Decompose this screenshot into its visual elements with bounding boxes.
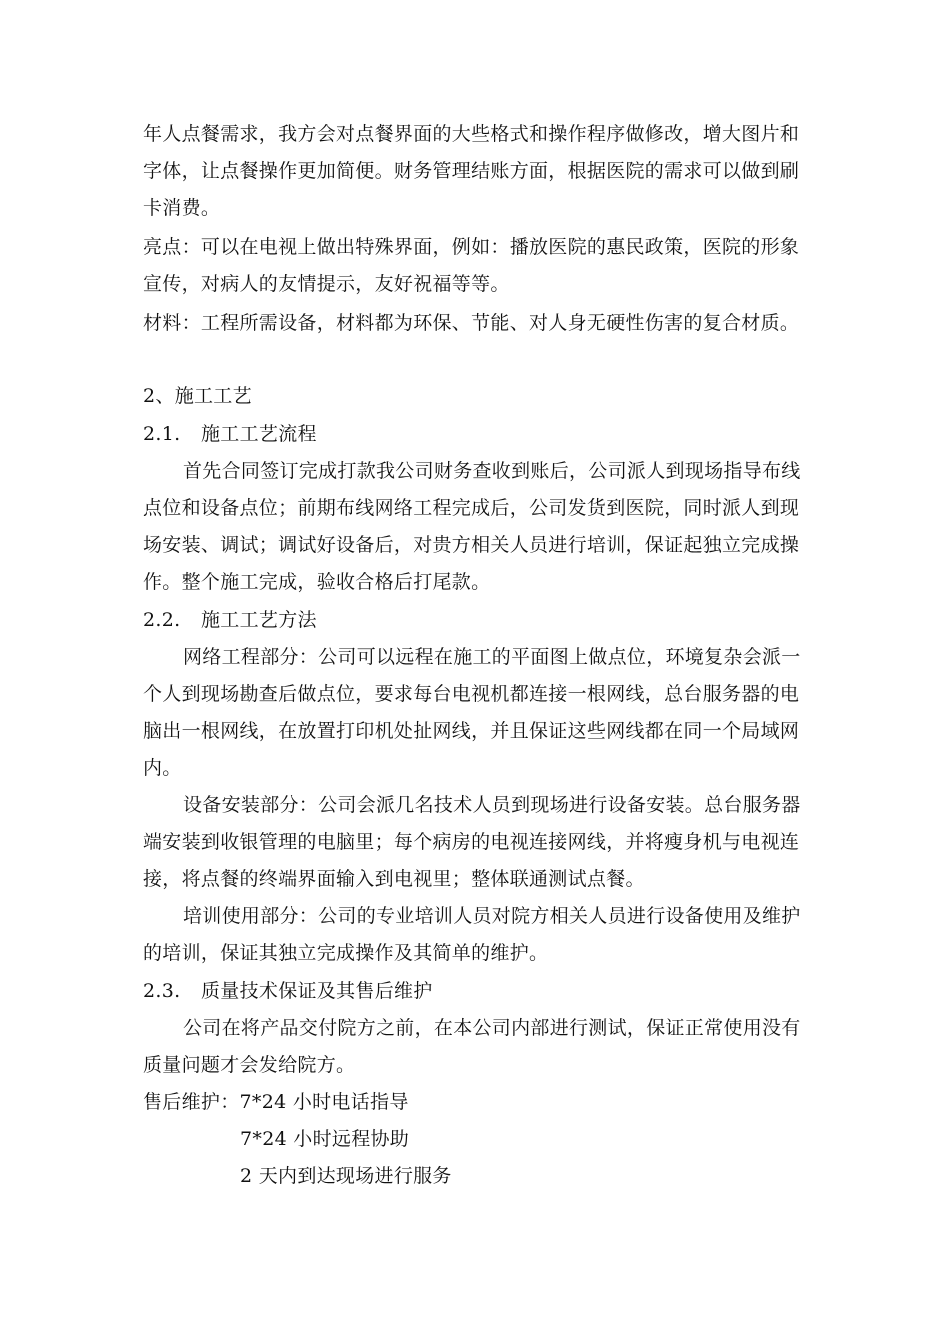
section-heading: 2、施工工艺 (143, 385, 252, 407)
intro-line: 字体，让点餐操作更加简便。财务管理结账方面，根据医院的需求可以做到刷 (143, 160, 800, 182)
paragraph-line: 的培训，保证其独立完成操作及其简单的维护。 (143, 942, 549, 964)
intro-line: 年人点餐需求，我方会对点餐界面的大些格式和操作程序做修改，增大图片和 (143, 123, 800, 145)
aftersales-item: 7*24 小时电话指导 (239, 1091, 409, 1113)
paragraph-line: 场安装、调试；调试好设备后，对贵方相关人员进行培训，保证起独立完成操 (143, 534, 800, 556)
paragraph-line: 内。 (143, 757, 182, 779)
intro-line: 卡消费。 (143, 197, 221, 219)
subsection-number: 2.1. (143, 423, 181, 445)
subsection-heading (143, 978, 433, 1004)
subsection-number: 2.2. (143, 609, 181, 631)
paragraph-line: 接，将点餐的终端界面输入到电视里；整体联通测试点餐。 (143, 868, 645, 890)
subsection-heading (143, 607, 317, 633)
aftersales-item: 2 天内到达现场进行服务 (240, 1165, 452, 1187)
paragraph-line: 培训使用部分：公司的专业培训人员对院方相关人员进行设备使用及维护 (183, 905, 801, 927)
aftersales-label: 售后维护： (143, 1091, 240, 1113)
paragraph-line: 公司在将产品交付院方之前，在本公司内部进行测试，保证正常使用没有 (183, 1017, 801, 1039)
materials-line: 材料：工程所需设备，材料都为环保、节能、对人身无硬性伤害的复合材质。 (143, 312, 800, 334)
highlight-line: 宣传，对病人的友情提示，友好祝福等等。 (143, 273, 510, 295)
paragraph-line: 设备安装部分：公司会派几名技术人员到现场进行设备安装。总台服务器 (183, 794, 801, 816)
paragraph-line: 点位和设备点位；前期布线网络工程完成后，公司发货到医院，同时派人到现 (143, 497, 800, 519)
aftersales-line (143, 1089, 409, 1115)
paragraph-line: 网络工程部分：公司可以远程在施工的平面图上做点位，环境复杂会派一 (183, 646, 801, 668)
paragraph-line: 质量问题才会发给院方。 (143, 1054, 356, 1076)
subsection-title: 质量技术保证及其售后维护 (201, 980, 433, 1002)
subsection-title: 施工工艺方法 (201, 609, 317, 631)
aftersales-item: 7*24 小时远程协助 (240, 1128, 410, 1150)
highlight-line: 亮点：可以在电视上做出特殊界面，例如：播放医院的惠民政策，医院的形象 (143, 236, 800, 258)
subsection-number: 2.3. (143, 980, 181, 1002)
paragraph-line: 首先合同签订完成打款我公司财务查收到账后，公司派人到现场指导布线 (183, 460, 801, 482)
paragraph-line: 端安装到收银管理的电脑里；每个病房的电视连接网线，并将瘦身机与电视连 (143, 831, 800, 853)
paragraph-line: 作。整个施工完成，验收合格后打尾款。 (143, 571, 491, 593)
subsection-heading (143, 421, 317, 447)
paragraph-line: 个人到现场勘查后做点位，要求每台电视机都连接一根网线，总台服务器的电 (143, 683, 800, 705)
subsection-title: 施工工艺流程 (201, 423, 317, 445)
paragraph-line: 脑出一根网线，在放置打印机处扯网线，并且保证这些网线都在同一个局域网 (143, 720, 800, 742)
